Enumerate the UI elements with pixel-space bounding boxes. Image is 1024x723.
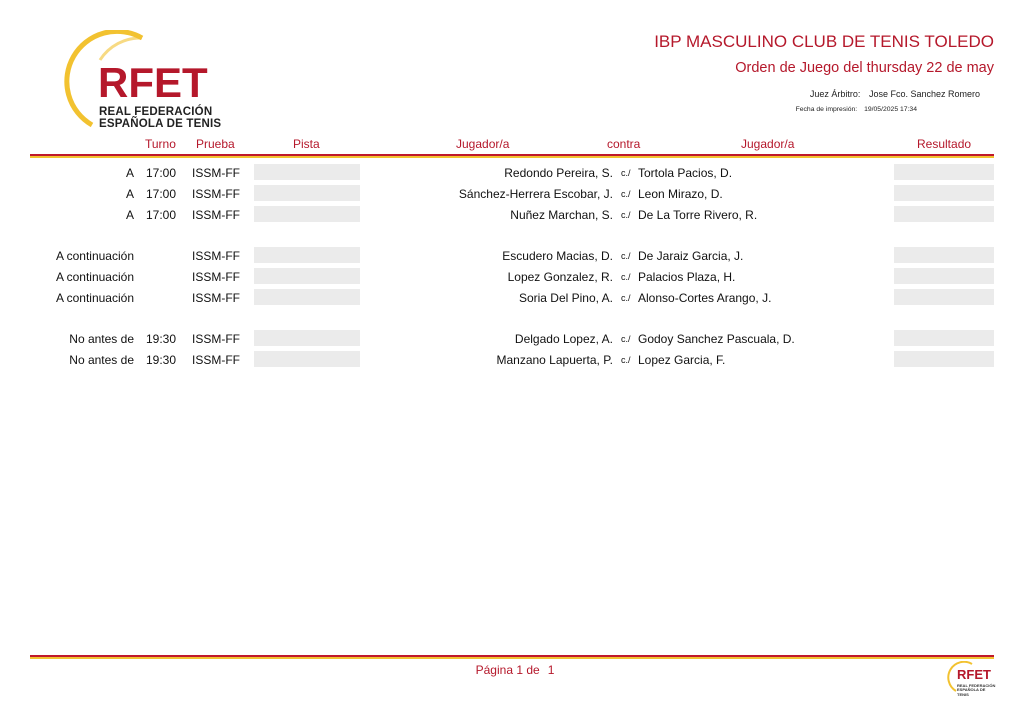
time-cell: 19:30 bbox=[146, 332, 177, 346]
versus-label: c./ bbox=[621, 334, 631, 344]
event-cell: ISSM-FF bbox=[192, 249, 240, 263]
court-cell bbox=[254, 185, 360, 201]
player-1-cell: Soria Del Pino, A. bbox=[518, 291, 613, 305]
logo-subline-1: REAL FEDERACIÓN bbox=[99, 106, 213, 118]
result-cell bbox=[894, 164, 994, 180]
player-1-cell: Sánchez-Herrera Escobar, J. bbox=[458, 187, 613, 201]
player-2-cell: De La Torre Rivero, R. bbox=[638, 208, 758, 222]
event-cell: ISSM-FF bbox=[192, 187, 240, 201]
column-header-jugador-2: Jugador/a bbox=[741, 137, 795, 151]
turno-cell: A bbox=[125, 166, 134, 180]
turno-cell: A bbox=[125, 208, 134, 222]
rfet-logo bbox=[52, 30, 222, 130]
turno-cell: A continuación bbox=[55, 270, 134, 284]
result-cell bbox=[894, 351, 994, 367]
table-row bbox=[0, 268, 1024, 286]
rfet-logo-small bbox=[944, 661, 996, 697]
page-title: IBP MASCULINO CLUB DE TENIS TOLEDO bbox=[654, 32, 994, 51]
time-cell: 17:00 bbox=[146, 166, 177, 180]
print-date-value: 19/05/2025 17:34 bbox=[864, 106, 917, 113]
event-cell: ISSM-FF bbox=[192, 353, 240, 367]
table-row bbox=[0, 206, 1024, 224]
page-total: 1 bbox=[547, 663, 555, 677]
versus-label: c./ bbox=[621, 210, 631, 220]
table-row bbox=[0, 164, 1024, 182]
versus-label: c./ bbox=[621, 355, 631, 365]
referee-name: Jose Fco. Sanchez Romero bbox=[868, 89, 980, 99]
column-header-prueba: Prueba bbox=[196, 137, 235, 151]
print-date-label: Fecha de impresión: bbox=[795, 106, 858, 113]
time-cell: 17:00 bbox=[146, 187, 177, 201]
print-date-line bbox=[796, 106, 917, 113]
versus-label: c./ bbox=[621, 168, 631, 178]
player-1-cell: Lopez Gonzalez, R. bbox=[507, 270, 613, 284]
event-cell: ISSM-FF bbox=[192, 166, 240, 180]
court-cell bbox=[254, 289, 360, 305]
turno-cell: No antes de bbox=[69, 353, 134, 367]
event-cell: ISSM-FF bbox=[192, 332, 240, 346]
turno-cell: A bbox=[125, 187, 134, 201]
court-cell bbox=[254, 164, 360, 180]
versus-label: c./ bbox=[621, 189, 631, 199]
logo-subline-1: REAL FEDERACIÓN bbox=[957, 683, 996, 688]
result-cell bbox=[894, 206, 994, 222]
table-row bbox=[0, 351, 1024, 369]
turno-cell: No antes de bbox=[69, 332, 134, 346]
player-1-cell: Redondo Pereira, S. bbox=[504, 166, 613, 180]
result-cell bbox=[894, 247, 994, 263]
versus-label: c./ bbox=[621, 293, 631, 303]
court-cell bbox=[254, 247, 360, 263]
page-indicator bbox=[0, 663, 1024, 677]
turno-cell: A continuación bbox=[55, 291, 134, 305]
table-row bbox=[0, 247, 1024, 265]
table-row bbox=[0, 289, 1024, 307]
footer-divider bbox=[30, 655, 994, 659]
versus-label: c./ bbox=[621, 272, 631, 282]
referee-label: Juez Árbitro: bbox=[809, 89, 861, 99]
court-cell bbox=[254, 268, 360, 284]
event-cell: ISSM-FF bbox=[192, 208, 240, 222]
court-cell bbox=[254, 351, 360, 367]
column-header-contra: contra bbox=[607, 137, 641, 151]
column-header-jugador-1: Jugador/a bbox=[456, 137, 510, 151]
logo-wordmark: RFET bbox=[957, 667, 991, 682]
turno-cell: A continuación bbox=[55, 249, 134, 263]
time-cell: 19:30 bbox=[146, 353, 177, 367]
player-1-cell: Escudero Macias, D. bbox=[502, 249, 613, 263]
player-1-cell: Nuñez Marchan, S. bbox=[510, 208, 613, 222]
player-2-cell: Tortola Pacios, D. bbox=[638, 166, 733, 180]
referee-line bbox=[810, 89, 980, 99]
table-row bbox=[0, 185, 1024, 203]
column-header-pista: Pista bbox=[293, 137, 320, 151]
result-cell bbox=[894, 268, 994, 284]
court-cell bbox=[254, 206, 360, 222]
player-2-cell: Palacios Plaza, H. bbox=[638, 270, 736, 284]
versus-label: c./ bbox=[621, 251, 631, 261]
page-label: Página 1 de bbox=[475, 663, 540, 677]
table-row bbox=[0, 330, 1024, 348]
logo-subline-2: ESPAÑOLA DE TENIS bbox=[957, 687, 986, 697]
result-cell bbox=[894, 289, 994, 305]
result-cell bbox=[894, 185, 994, 201]
player-2-cell: Alonso-Cortes Arango, J. bbox=[638, 291, 772, 305]
header-divider bbox=[30, 154, 994, 158]
logo-subline-2: ESPAÑOLA DE TENIS bbox=[99, 118, 222, 130]
column-header-resultado: Resultado bbox=[917, 137, 972, 151]
player-1-cell: Manzano Lapuerta, P. bbox=[496, 353, 613, 367]
court-cell bbox=[254, 330, 360, 346]
player-1-cell: Delgado Lopez, A. bbox=[514, 332, 613, 346]
event-cell: ISSM-FF bbox=[192, 270, 240, 284]
time-cell: 17:00 bbox=[146, 208, 177, 222]
player-2-cell: De Jaraiz Garcia, J. bbox=[638, 249, 744, 263]
page-subtitle: Orden de Juego del thursday 22 de may bbox=[735, 60, 994, 76]
player-2-cell: Leon Mirazo, D. bbox=[638, 187, 723, 201]
column-header-turno: Turno bbox=[145, 137, 176, 151]
player-2-cell: Godoy Sanchez Pascuala, D. bbox=[638, 332, 795, 346]
logo-wordmark: RFET bbox=[98, 59, 208, 106]
player-2-cell: Lopez Garcia, F. bbox=[638, 353, 726, 367]
event-cell: ISSM-FF bbox=[192, 291, 240, 305]
result-cell bbox=[894, 330, 994, 346]
